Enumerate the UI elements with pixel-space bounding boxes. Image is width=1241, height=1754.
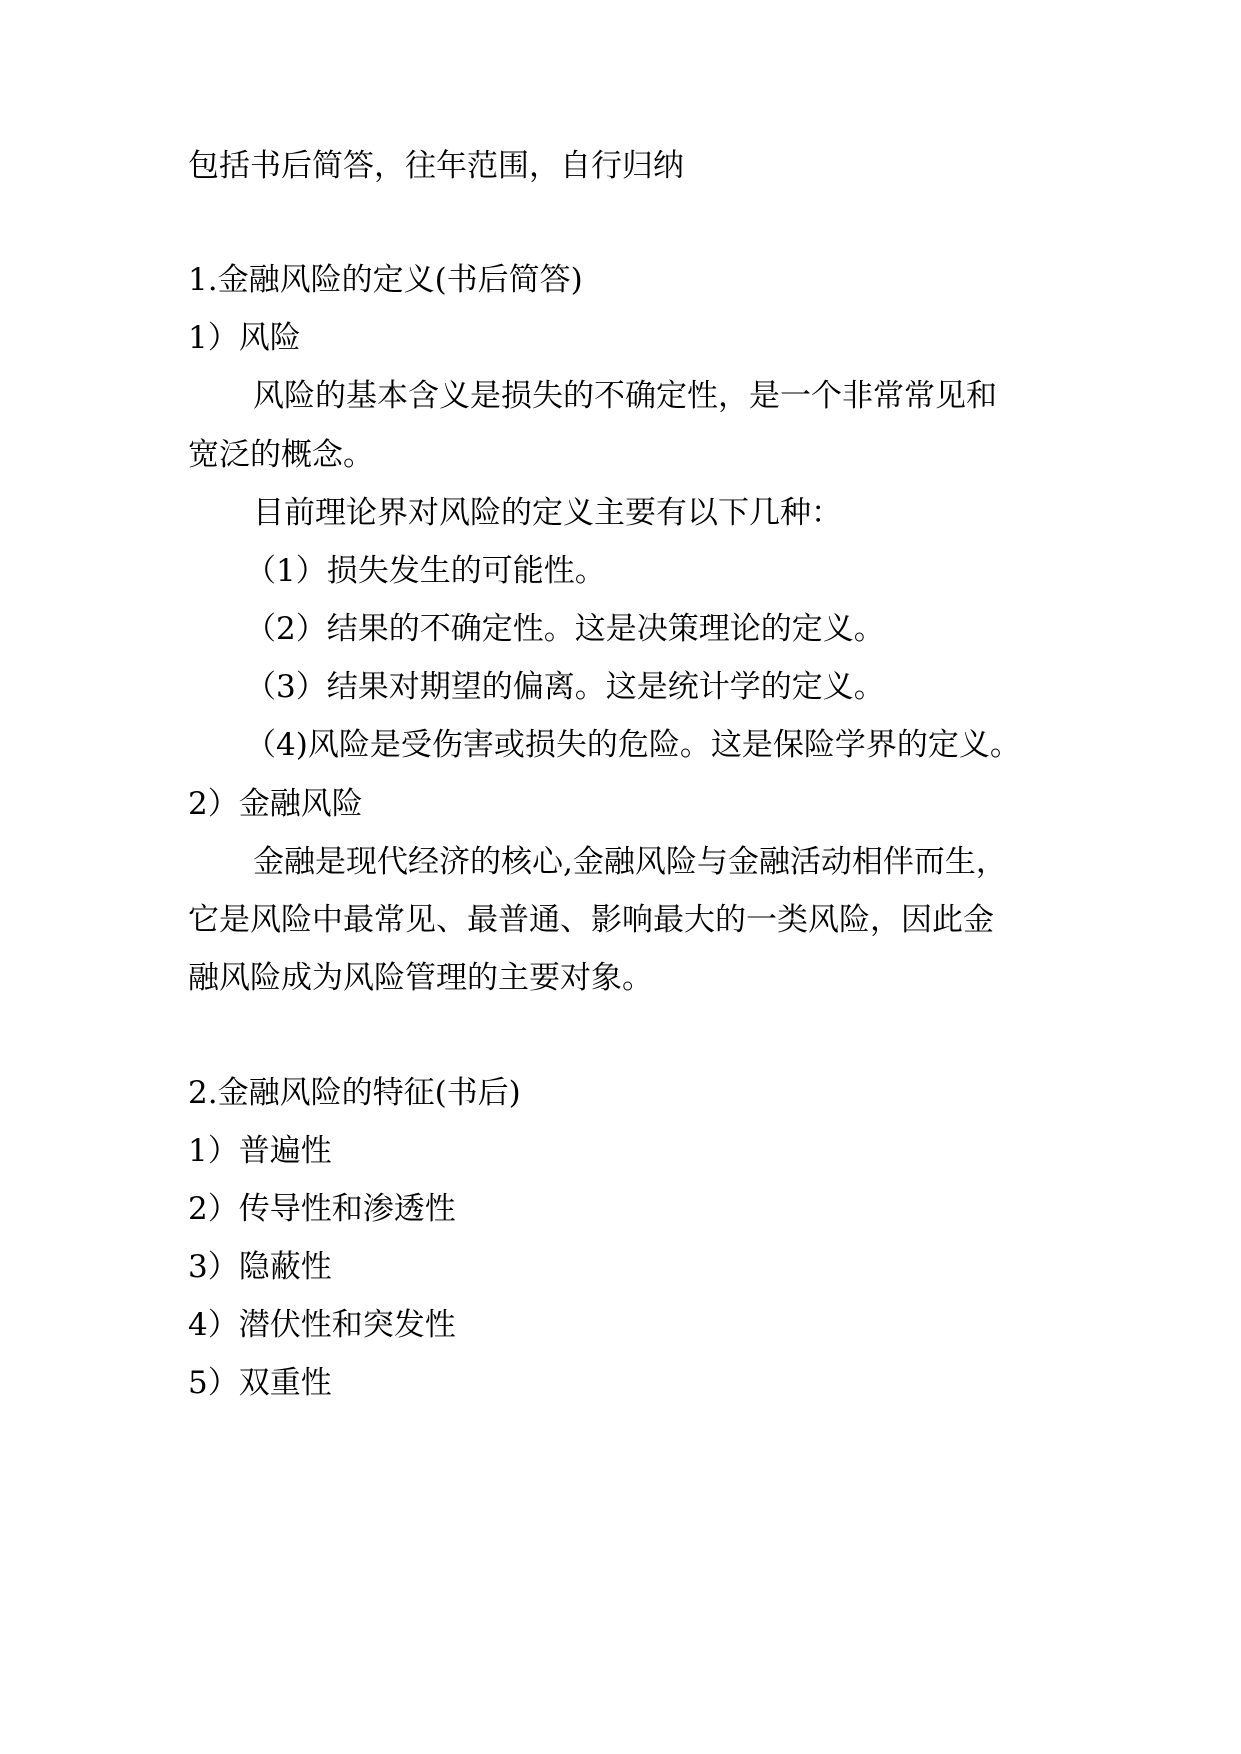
subsection-2-title: 2）金融风险 — [188, 786, 363, 822]
feature-item-1: 1）普遍性 — [188, 1133, 332, 1169]
section-2-heading: 2.金融风险的特征(书后) — [188, 1075, 521, 1111]
paragraph-financial-risk-line-1: 金融是现代经济的核心,金融风险与金融活动相伴而生， — [253, 844, 1007, 880]
subsection-1-title: 1）风险 — [188, 320, 301, 356]
intro-text: 包括书后简答，往年范围，自行归纳 — [188, 148, 684, 184]
definition-item-3: （3）结果对期望的偏离。这是统计学的定义。 — [245, 669, 885, 705]
paragraph-theories-intro: 目前理论界对风险的定义主要有以下几种： — [253, 495, 842, 531]
paragraph-financial-risk-line-3: 融风险成为风险管理的主要对象。 — [188, 960, 653, 996]
feature-item-2: 2）传导性和渗透性 — [188, 1191, 456, 1227]
feature-item-3: 3）隐蔽性 — [188, 1249, 332, 1285]
section-1-heading: 1.金融风险的定义(书后简答) — [188, 262, 583, 298]
definition-item-1: （1）损失发生的可能性。 — [245, 553, 606, 589]
definition-item-4: （4)风险是受伤害或损失的危险。这是保险学界的定义。 — [245, 727, 1021, 763]
definition-item-2: （2）结果的不确定性。这是决策理论的定义。 — [245, 611, 885, 647]
paragraph-risk-definition-line-1: 风险的基本含义是损失的不确定性，是一个非常常见和 — [253, 378, 997, 414]
paragraph-risk-definition-line-2: 宽泛的概念。 — [188, 437, 374, 473]
feature-item-5: 5）双重性 — [188, 1365, 332, 1401]
paragraph-financial-risk-line-2: 它是风险中最常见、最普通、影响最大的一类风险，因此金 — [188, 902, 994, 938]
feature-item-4: 4）潜伏性和突发性 — [188, 1307, 456, 1343]
